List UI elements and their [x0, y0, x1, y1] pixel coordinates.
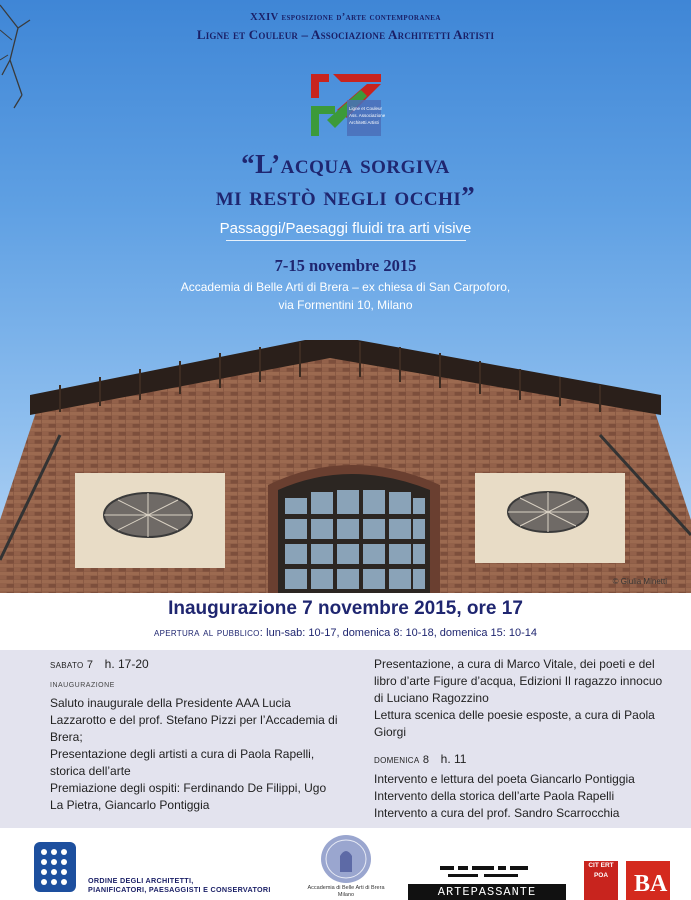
- brera-line-1: Accademia di Belle Arti di Brera: [307, 885, 385, 891]
- exhibition-dates: 7-15 novembre 2015: [274, 256, 417, 275]
- day2-time: h. 11: [440, 752, 467, 766]
- day1-cont-item-1: Presentazione, a cura di Marco Vitale, dei poeti e del libro d’arte Figure d’acqua, Edizioni Il ragazzo innocuo di Luciano Ragozzino: [374, 657, 663, 705]
- church-facade-photo: [0, 340, 691, 593]
- day1-item-2: Presentazione degli artisti a cura di Paola Rapelli, storica dell’arte: [50, 747, 315, 778]
- venue-address: [0, 278, 691, 314]
- ligne-et-couleur-logo: [307, 70, 385, 142]
- ordine-architetti-text: [88, 876, 271, 894]
- brera-line-2: Milano: [337, 892, 355, 898]
- inauguration-heading: Inaugurazione 7 novembre 2015, ore 17: [168, 598, 523, 619]
- cit-logo: CIT ERT POA: [584, 861, 618, 900]
- ordine-architetti-logo: [34, 842, 76, 892]
- program-column-right: [374, 656, 672, 822]
- header-line-2: Ligne et Couleur – Associazione Architetti Artisti: [196, 27, 495, 42]
- opening-hours: [0, 627, 691, 639]
- logo-text-2: Ass. Associazione: [349, 113, 385, 118]
- ordine-line-2: PIANIFICATORI, PAESAGGISTI E CONSERVATORI: [88, 885, 271, 894]
- subtitle: Passaggi/Paesaggi fluidi tra arti visive: [219, 220, 472, 237]
- day2-day: domenica 8: [374, 754, 430, 766]
- artepassante-logo: ARTEPASSANTE: [408, 884, 566, 900]
- day1-item-1: Saluto inaugurale della Presidente AAA Lucia Lazzarotto e del prof. Stefano Pizzi per l’Accademia di Brera;: [50, 696, 338, 744]
- day1-day: sabato 7: [50, 659, 94, 671]
- day1-item-3: Premiazione degli ospiti: Ferdinando De Filippi, Ugo La Pietra, Giancarlo Pontiggia: [50, 781, 327, 812]
- day2-header: [374, 751, 672, 769]
- venue-line-1: Accademia di Belle Arti di Brera – ex chiesa di San Carpoforo,: [180, 280, 511, 294]
- subtitle-divider: [226, 240, 466, 241]
- photo-credit: © Giulia Minetti: [612, 577, 667, 586]
- header-line-1: XXIV esposizione d’arte contemporanea: [250, 12, 441, 23]
- day1-time: h. 17-20: [104, 657, 149, 671]
- day1-header: [50, 656, 342, 674]
- opening-hours-label: apertura al pubblico:: [153, 627, 264, 639]
- ba-logo-text: BA: [634, 871, 668, 897]
- program-panel: [0, 650, 691, 828]
- ordine-line-1: ORDINE DEGLI ARCHITETTI,: [88, 876, 194, 885]
- brera-academy-seal: [320, 834, 372, 884]
- brera-ba-logo: [626, 861, 670, 900]
- day2-item-1: Intervento e lettura del poeta Giancarlo Pontiggia: [374, 772, 635, 786]
- day2-item-2: Intervento della storica dell’arte Paola Rapelli: [374, 789, 615, 803]
- sponsor-footer: [0, 828, 691, 900]
- logo-text-3: Architetti Artisti: [349, 120, 379, 125]
- title-line-2: mi restò negli occhi”: [215, 181, 476, 211]
- title-line-1: “L’acqua sorgiva: [241, 149, 450, 179]
- day1-cont-item-2: Lettura scenica delle poesie esposte, a cura di Paola Giorgi: [374, 708, 655, 739]
- exhibition-title: [0, 148, 691, 212]
- venue-line-2: via Formentini 10, Milano: [278, 298, 413, 312]
- opening-hours-text: lun-sab: 10-17, domenica 8: 10-18, domenica 15: 10-14: [266, 627, 538, 639]
- day2-item-3: Intervento a cura del prof. Sandro Scarrocchia: [374, 806, 620, 820]
- day1-label: inaugurazione: [50, 679, 115, 690]
- program-column-left: [50, 656, 342, 814]
- logo-text-1: Ligne et Couleur: [349, 106, 383, 111]
- brera-academy-text: [306, 885, 386, 899]
